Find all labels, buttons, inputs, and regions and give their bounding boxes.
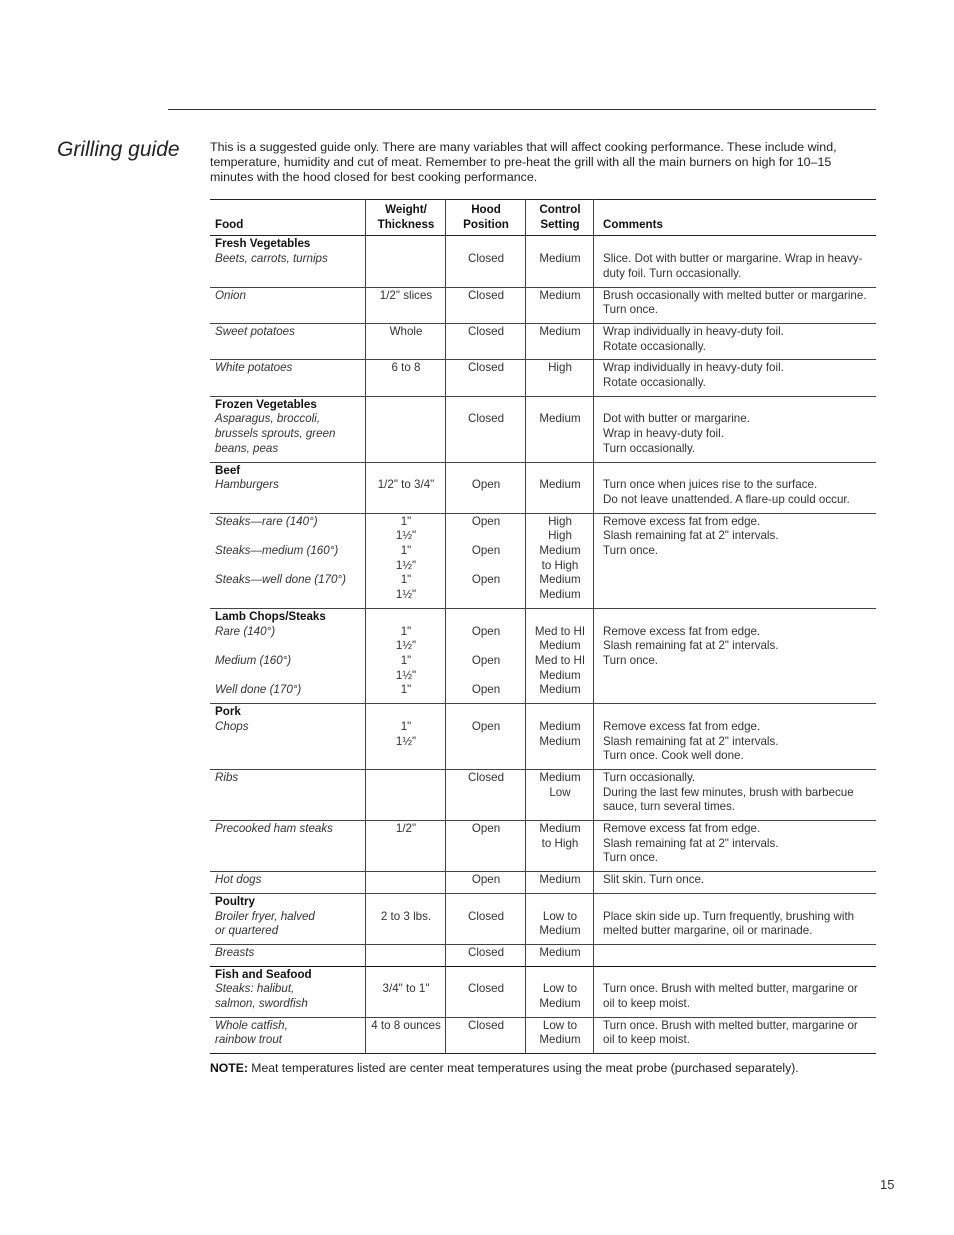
note-label: NOTE: [210,1061,248,1075]
food-cell [210,236,366,287]
food-cell [210,360,366,396]
hood-cell: Open [446,704,526,770]
control-cell: High [526,360,594,396]
food-category: Frozen Vegetables [215,397,317,411]
food-category: Fish and Seafood [215,967,312,981]
food-cell [210,513,366,608]
control-cell: Medium Medium [526,704,594,770]
food-cell [210,769,366,820]
control-cell: Medium to High [526,821,594,872]
comments-cell: Place skin side up. Turn frequently, brushing with melted butter margarine, oil or marinade. [594,893,877,944]
header-control: Control Setting [526,200,594,236]
control-cell: Medium [526,872,594,894]
food-cell [210,872,366,894]
comments-cell: Turn once. Brush with melted butter, margarine or oil to keep moist. [594,966,877,1017]
table-row [210,236,876,287]
hood-cell: Closed [446,893,526,944]
food-cell [210,396,366,462]
food-item: Sweet potatoes [215,324,295,338]
food-cell [210,704,366,770]
table-row [210,769,876,820]
header-food: Food [210,200,366,236]
weight-cell: 1" 1½" 1" 1½" 1" 1½" [366,513,446,608]
comments-cell: Remove excess fat from edge. Slash remaining fat at 2" intervals. Turn once. Cook well done. [594,704,877,770]
weight-cell: 1/2" [366,821,446,872]
control-cell: Low to Medium [526,893,594,944]
hood-cell: Closed [446,769,526,820]
header-weight: Weight/ Thickness [366,200,446,236]
table-row [210,396,876,462]
food-category: Poultry [215,894,255,908]
table-row [210,872,876,894]
hood-cell: Closed [446,323,526,359]
food-item: Hamburgers [215,478,279,492]
comments-cell: Turn once. Brush with melted butter, margarine or oil to keep moist. [594,1017,877,1053]
table-row [210,462,876,513]
table-row [210,1017,876,1053]
food-cell [210,966,366,1017]
comments-cell: Turn once when juices rise to the surface. Do not leave unattended. A flare-up could occur. [594,462,877,513]
weight-cell: 1/2" to 3/4" [366,462,446,513]
note-text: Meat temperatures listed are center meat temperatures using the meat probe (purchased separately). [247,1061,799,1075]
page-number: 15 [880,1177,895,1192]
page-title: Grilling guide [57,138,180,161]
food-item: Precooked ham steaks [215,822,333,836]
table-row [210,287,876,323]
table-row [210,944,876,966]
food-cell [210,608,366,703]
food-cell [210,821,366,872]
food-category: Lamb Chops/Steaks [215,609,326,623]
hood-cell: Closed [446,966,526,1017]
hood-cell: Open [446,462,526,513]
weight-cell [366,769,446,820]
hood-cell: Closed [446,944,526,966]
food-item: Rare (140°) Medium (160°) Well done (170°) [215,624,302,697]
weight-cell: 3/4" to 1" [366,966,446,1017]
comments-cell: Slice. Dot with butter or margarine. Wrap in heavy-duty foil. Turn occasionally. [594,236,877,287]
food-cell [210,287,366,323]
food-item: Whole catfish, rainbow trout [215,1018,288,1047]
comments-cell: Remove excess fat from edge. Slash remaining fat at 2" intervals. Turn once. [594,608,877,703]
control-cell: Medium [526,287,594,323]
hood-cell: Closed [446,396,526,462]
comments-cell: Wrap individually in heavy-duty foil. Rotate occasionally. [594,323,877,359]
top-divider [168,109,876,110]
food-item: Beets, carrots, turnips [215,252,328,266]
weight-cell [366,872,446,894]
weight-cell [366,236,446,287]
control-cell: Medium [526,236,594,287]
header-comments: Comments [594,200,877,236]
food-cell [210,462,366,513]
weight-cell [366,396,446,462]
food-category: Beef [215,463,241,477]
food-category: Fresh Vegetables [215,237,311,251]
comments-cell: Brush occasionally with melted butter or margarine. Turn once. [594,287,877,323]
table-header-row [210,200,876,236]
comments-cell: Slit skin. Turn once. [594,872,877,894]
food-item: Hot dogs [215,873,262,887]
hood-cell: Closed [446,360,526,396]
control-cell: Low to Medium [526,1017,594,1053]
table-row [210,360,876,396]
weight-cell: 6 to 8 [366,360,446,396]
comments-cell: Turn occasionally. During the last few minutes, brush with barbecue sauce, turn several times. [594,769,877,820]
food-cell [210,944,366,966]
table-row [210,323,876,359]
control-cell: Medium Low [526,769,594,820]
grilling-guide-table [210,199,876,1054]
food-item: Steaks: halibut, salmon, swordfish [215,982,308,1011]
table-row [210,704,876,770]
food-item: White potatoes [215,361,293,375]
footnote [210,1061,890,1076]
food-item: Broiler fryer, halved or quartered [215,909,315,938]
control-cell: Med to HI Medium Med to HI Medium Medium [526,608,594,703]
hood-cell: Open [446,821,526,872]
weight-cell: 4 to 8 ounces [366,1017,446,1053]
table-row [210,821,876,872]
header-hood: Hood Position [446,200,526,236]
control-cell: Medium [526,462,594,513]
weight-cell: 1" 1½" 1" 1½" 1" [366,608,446,703]
intro-paragraph: This is a suggested guide only. There are many variables that will affect cooking performance. These include wind, temperature, humidity and cut of meat. Remember to pre-heat the grill with all the main burners on high for 10–15 minutes with the hood closed for best cooking performance. [210,140,837,184]
weight-cell: Whole [366,323,446,359]
table-body [210,236,876,1054]
food-cell [210,893,366,944]
comments-cell: Remove excess fat from edge. Slash remaining fat at 2" intervals. Turn once. [594,821,877,872]
food-item: Breasts [215,945,255,959]
control-cell: Medium [526,396,594,462]
hood-cell: Closed [446,1017,526,1053]
control-cell: Medium [526,944,594,966]
hood-cell: Open Open Open [446,608,526,703]
table-row [210,966,876,1017]
food-item: Onion [215,288,246,302]
food-cell [210,1017,366,1053]
food-item: Chops [215,719,249,733]
food-category: Pork [215,705,241,719]
hood-cell: Closed [446,236,526,287]
hood-cell: Open Open Open [446,513,526,608]
weight-cell: 1" 1½" [366,704,446,770]
hood-cell: Closed [446,287,526,323]
comments-cell [594,944,877,966]
control-cell: Medium [526,323,594,359]
table-row [210,513,876,608]
hood-cell: Open [446,872,526,894]
food-item: Steaks—rare (140°) Steaks—medium (160°) Steaks—well done (170°) [215,514,346,587]
food-item: Ribs [215,770,239,784]
comments-cell: Wrap individually in heavy-duty foil. Rotate occasionally. [594,360,877,396]
control-cell: High High Medium to High Medium Medium [526,513,594,608]
table-row [210,608,876,703]
comments-cell: Dot with butter or margarine. Wrap in heavy-duty foil. Turn occasionally. [594,396,877,462]
food-cell [210,323,366,359]
comments-cell: Remove excess fat from edge. Slash remaining fat at 2" intervals. Turn once. [594,513,877,608]
weight-cell: 1/2" slices [366,287,446,323]
weight-cell: 2 to 3 lbs. [366,893,446,944]
food-item: Asparagus, broccoli, brussels sprouts, green beans, peas [215,412,336,455]
weight-cell [366,944,446,966]
table-row [210,893,876,944]
control-cell: Low to Medium [526,966,594,1017]
